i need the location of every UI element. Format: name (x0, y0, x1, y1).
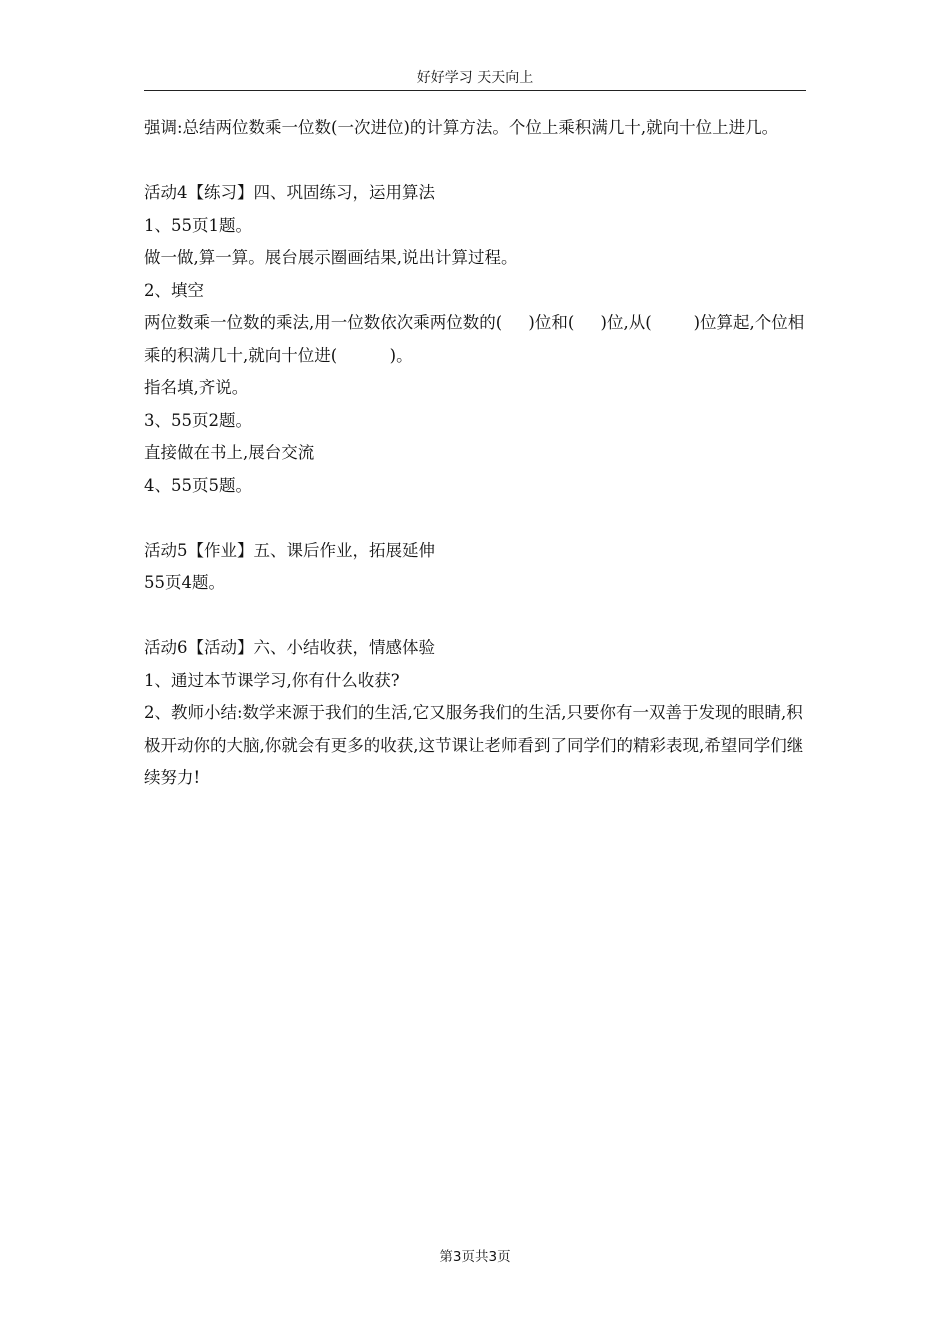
homework-item: 55页4题。 (144, 573, 225, 592)
activity-6-heading: 活动6【活动】六、小结收获，情感体验 (144, 638, 435, 657)
exercise-3-item: 3、55页2题。 (144, 410, 252, 430)
page-footer: 第3页共3页 (439, 1249, 511, 1265)
summary-emphasis-paragraph: 强调:总结两位数乘一位数(一次进位)的计算方法。个位上乘积满几十,就向十位上进几。 (144, 118, 779, 137)
teacher-summary: 2、教师小结:数学来源于我们的生活,它又服务我们的生活,只要你有一双善于发现的眼睛,积极开动你的大脑,你就会有更多的收获,这节课让老师看到了同学们的精彩表现,希望同学们继续努力! (144, 703, 804, 787)
fill-in-blank-question: 两位数乘一位数的乘法,用一位数依次乘两位数的( )位和( )位,从( )位算起,个位相乘的积满几十,就向十位进( )。 (144, 313, 805, 365)
exercise-1-instruction: 做一做,算一算。展台展示圈画结果,说出计算过程。 (144, 248, 518, 267)
fill-in-blank-instruction: 指名填,齐说。 (144, 378, 249, 397)
activity-5-heading: 活动5【作业】五、课后作业，拓展延伸 (144, 540, 435, 560)
exercise-3-instruction: 直接做在书上,展台交流 (144, 443, 315, 462)
exercise-4-item: 4、55页5题。 (144, 475, 252, 495)
activity-4-heading: 活动4【练习】四、巩固练习，运用算法 (144, 183, 435, 202)
page-header: 好好学习 天天向上 (144, 66, 806, 91)
exercise-1-item: 1、55页1题。 (144, 215, 252, 235)
document-body (144, 112, 806, 795)
summary-question: 1、通过本节课学习,你有什么收获? (144, 670, 400, 690)
exercise-2-item: 2、填空 (144, 280, 204, 300)
